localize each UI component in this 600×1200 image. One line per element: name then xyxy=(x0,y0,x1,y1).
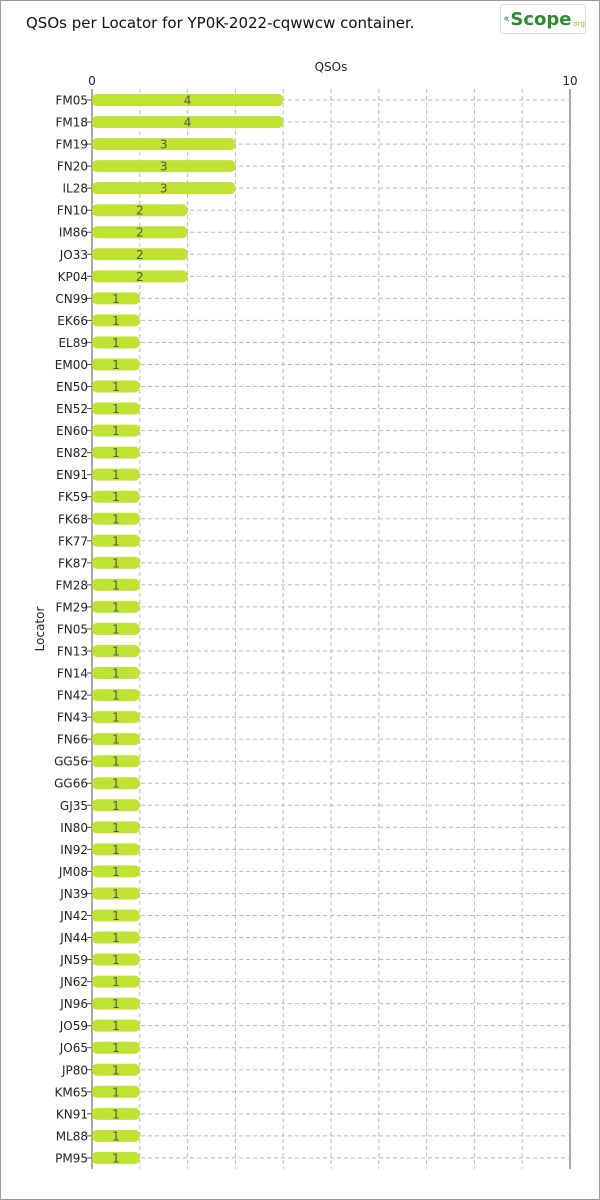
y-tick-label: GG56 xyxy=(54,754,88,769)
y-tick-label: JO65 xyxy=(59,1041,88,1056)
bar-value-label: 1 xyxy=(112,578,120,593)
bar-value-label: 1 xyxy=(112,688,120,703)
y-tick-label: FN20 xyxy=(56,159,88,174)
y-tick-label: PM95 xyxy=(55,1151,88,1166)
y-tick-label: FM19 xyxy=(55,137,88,152)
bar-value-label: 1 xyxy=(112,313,120,328)
bar-value-label: 1 xyxy=(112,446,120,461)
bar-value-label: 1 xyxy=(112,1107,120,1122)
bar-value-label: 1 xyxy=(112,1129,120,1144)
logo-text: Scope xyxy=(510,8,572,30)
bar-value-label: 1 xyxy=(112,953,120,968)
y-tick-label: FK77 xyxy=(57,534,88,549)
bar-value-label: 1 xyxy=(112,931,120,946)
y-tick-label: FM28 xyxy=(55,578,88,593)
y-tick-label: KP04 xyxy=(57,269,88,284)
y-tick-label: JO33 xyxy=(59,247,88,262)
x-tick-label: 10 xyxy=(562,74,578,88)
y-tick-label: GJ35 xyxy=(59,798,88,813)
y-tick-label: IM86 xyxy=(58,225,88,240)
y-tick-label: GG66 xyxy=(54,776,88,791)
bar-value-label: 1 xyxy=(112,1085,120,1100)
y-tick-label: FK87 xyxy=(57,556,88,571)
bar-value-label: 1 xyxy=(112,291,120,306)
y-tick-label: JN96 xyxy=(60,997,88,1012)
bar-value-label: 1 xyxy=(112,644,120,659)
y-tick-label: FN14 xyxy=(56,666,88,681)
bar-value-label: 1 xyxy=(112,710,120,725)
bar-value-label: 1 xyxy=(112,975,120,990)
y-tick-label: IN92 xyxy=(60,842,88,857)
bar-value-label: 3 xyxy=(159,159,168,174)
bar-value-label: 1 xyxy=(112,402,120,417)
y-tick-label: KN91 xyxy=(55,1107,88,1122)
y-tick-label: JO59 xyxy=(59,1019,88,1034)
y-tick-label: FN66 xyxy=(56,732,88,747)
y-tick-label: KM65 xyxy=(54,1085,88,1100)
bar-value-label: 1 xyxy=(112,1041,120,1056)
bar-value-label: 1 xyxy=(112,357,120,372)
bar-value-label: 1 xyxy=(112,864,120,879)
y-tick-label: EN60 xyxy=(56,424,88,439)
bar-value-label: 1 xyxy=(112,754,120,769)
y-tick-label: FM05 xyxy=(55,93,88,108)
y-tick-label: JM08 xyxy=(58,864,88,879)
bar-value-label: 1 xyxy=(112,468,120,483)
bar-value-label: 1 xyxy=(112,908,120,923)
y-tick-label: FK59 xyxy=(57,490,88,505)
bar-value-label: 1 xyxy=(112,732,120,747)
y-tick-label: ML88 xyxy=(55,1129,88,1144)
bar-value-label: 2 xyxy=(135,225,144,240)
bar-value-label: 1 xyxy=(112,534,120,549)
bar-value-label: 1 xyxy=(112,380,120,395)
x-tick-label: 0 xyxy=(88,74,96,88)
bar-value-label: 1 xyxy=(112,776,120,791)
bar-value-label: 3 xyxy=(159,181,168,196)
y-tick-label: FN43 xyxy=(56,710,88,725)
bar-value-label: 1 xyxy=(112,798,120,813)
bar-value-label: 2 xyxy=(135,203,144,218)
bar-value-label: 1 xyxy=(112,820,120,835)
y-tick-label: EK66 xyxy=(57,313,88,328)
y-tick-label: IN80 xyxy=(60,820,88,835)
page-title: QSOs per Locator for YP0K-2022-cqwwcw container. xyxy=(26,14,415,32)
y-tick-label: EM00 xyxy=(54,357,88,372)
bar-value-label: 1 xyxy=(112,512,120,527)
y-axis-title: Locator xyxy=(33,606,47,652)
bar-value-label: 1 xyxy=(112,1151,120,1166)
x-axis-title: QSOs xyxy=(314,60,348,74)
y-tick-label: CN99 xyxy=(55,291,88,306)
y-tick-label: EN91 xyxy=(56,468,88,483)
bar-value-label: 1 xyxy=(112,490,120,505)
y-tick-label: FM29 xyxy=(55,600,88,615)
bar-value-label: 3 xyxy=(159,137,168,152)
bar-value-label: 1 xyxy=(112,600,120,615)
bar-value-label: 1 xyxy=(112,842,120,857)
y-tick-label: FN10 xyxy=(56,203,88,218)
y-tick-label: JP80 xyxy=(61,1063,88,1078)
y-tick-label: EN50 xyxy=(56,380,88,395)
y-tick-label: FN42 xyxy=(56,688,88,703)
y-tick-label: IL28 xyxy=(62,181,88,196)
y-tick-label: EN52 xyxy=(56,402,88,417)
y-tick-label: FN05 xyxy=(56,622,88,637)
bar-value-label: 1 xyxy=(112,666,120,681)
bar-value-label: 2 xyxy=(135,269,144,284)
bar-value-label: 1 xyxy=(112,556,120,571)
bar-value-label: 1 xyxy=(112,1063,120,1078)
bar-value-label: 1 xyxy=(112,1019,120,1034)
bar-value-label: 1 xyxy=(112,335,120,350)
y-tick-label: JN42 xyxy=(60,908,88,923)
y-tick-label: EL89 xyxy=(58,335,88,350)
bar-value-label: 1 xyxy=(112,997,120,1012)
y-tick-label: JN44 xyxy=(60,931,88,946)
y-tick-label: FK68 xyxy=(57,512,88,527)
y-tick-label: JN39 xyxy=(60,886,88,901)
logo-subtext: org xyxy=(573,20,585,28)
y-tick-label: JN62 xyxy=(60,975,88,990)
bar-value-label: 2 xyxy=(135,247,144,262)
y-tick-label: EN82 xyxy=(56,446,88,461)
y-tick-label: FN13 xyxy=(56,644,88,659)
bar-value-label: 4 xyxy=(183,115,192,130)
bar-value-label: 1 xyxy=(112,424,120,439)
bar-value-label: 4 xyxy=(183,93,192,108)
y-tick-label: FM18 xyxy=(55,115,88,130)
y-tick-label: JN59 xyxy=(60,953,88,968)
bar-value-label: 1 xyxy=(112,886,120,901)
bar-value-label: 1 xyxy=(112,622,120,637)
